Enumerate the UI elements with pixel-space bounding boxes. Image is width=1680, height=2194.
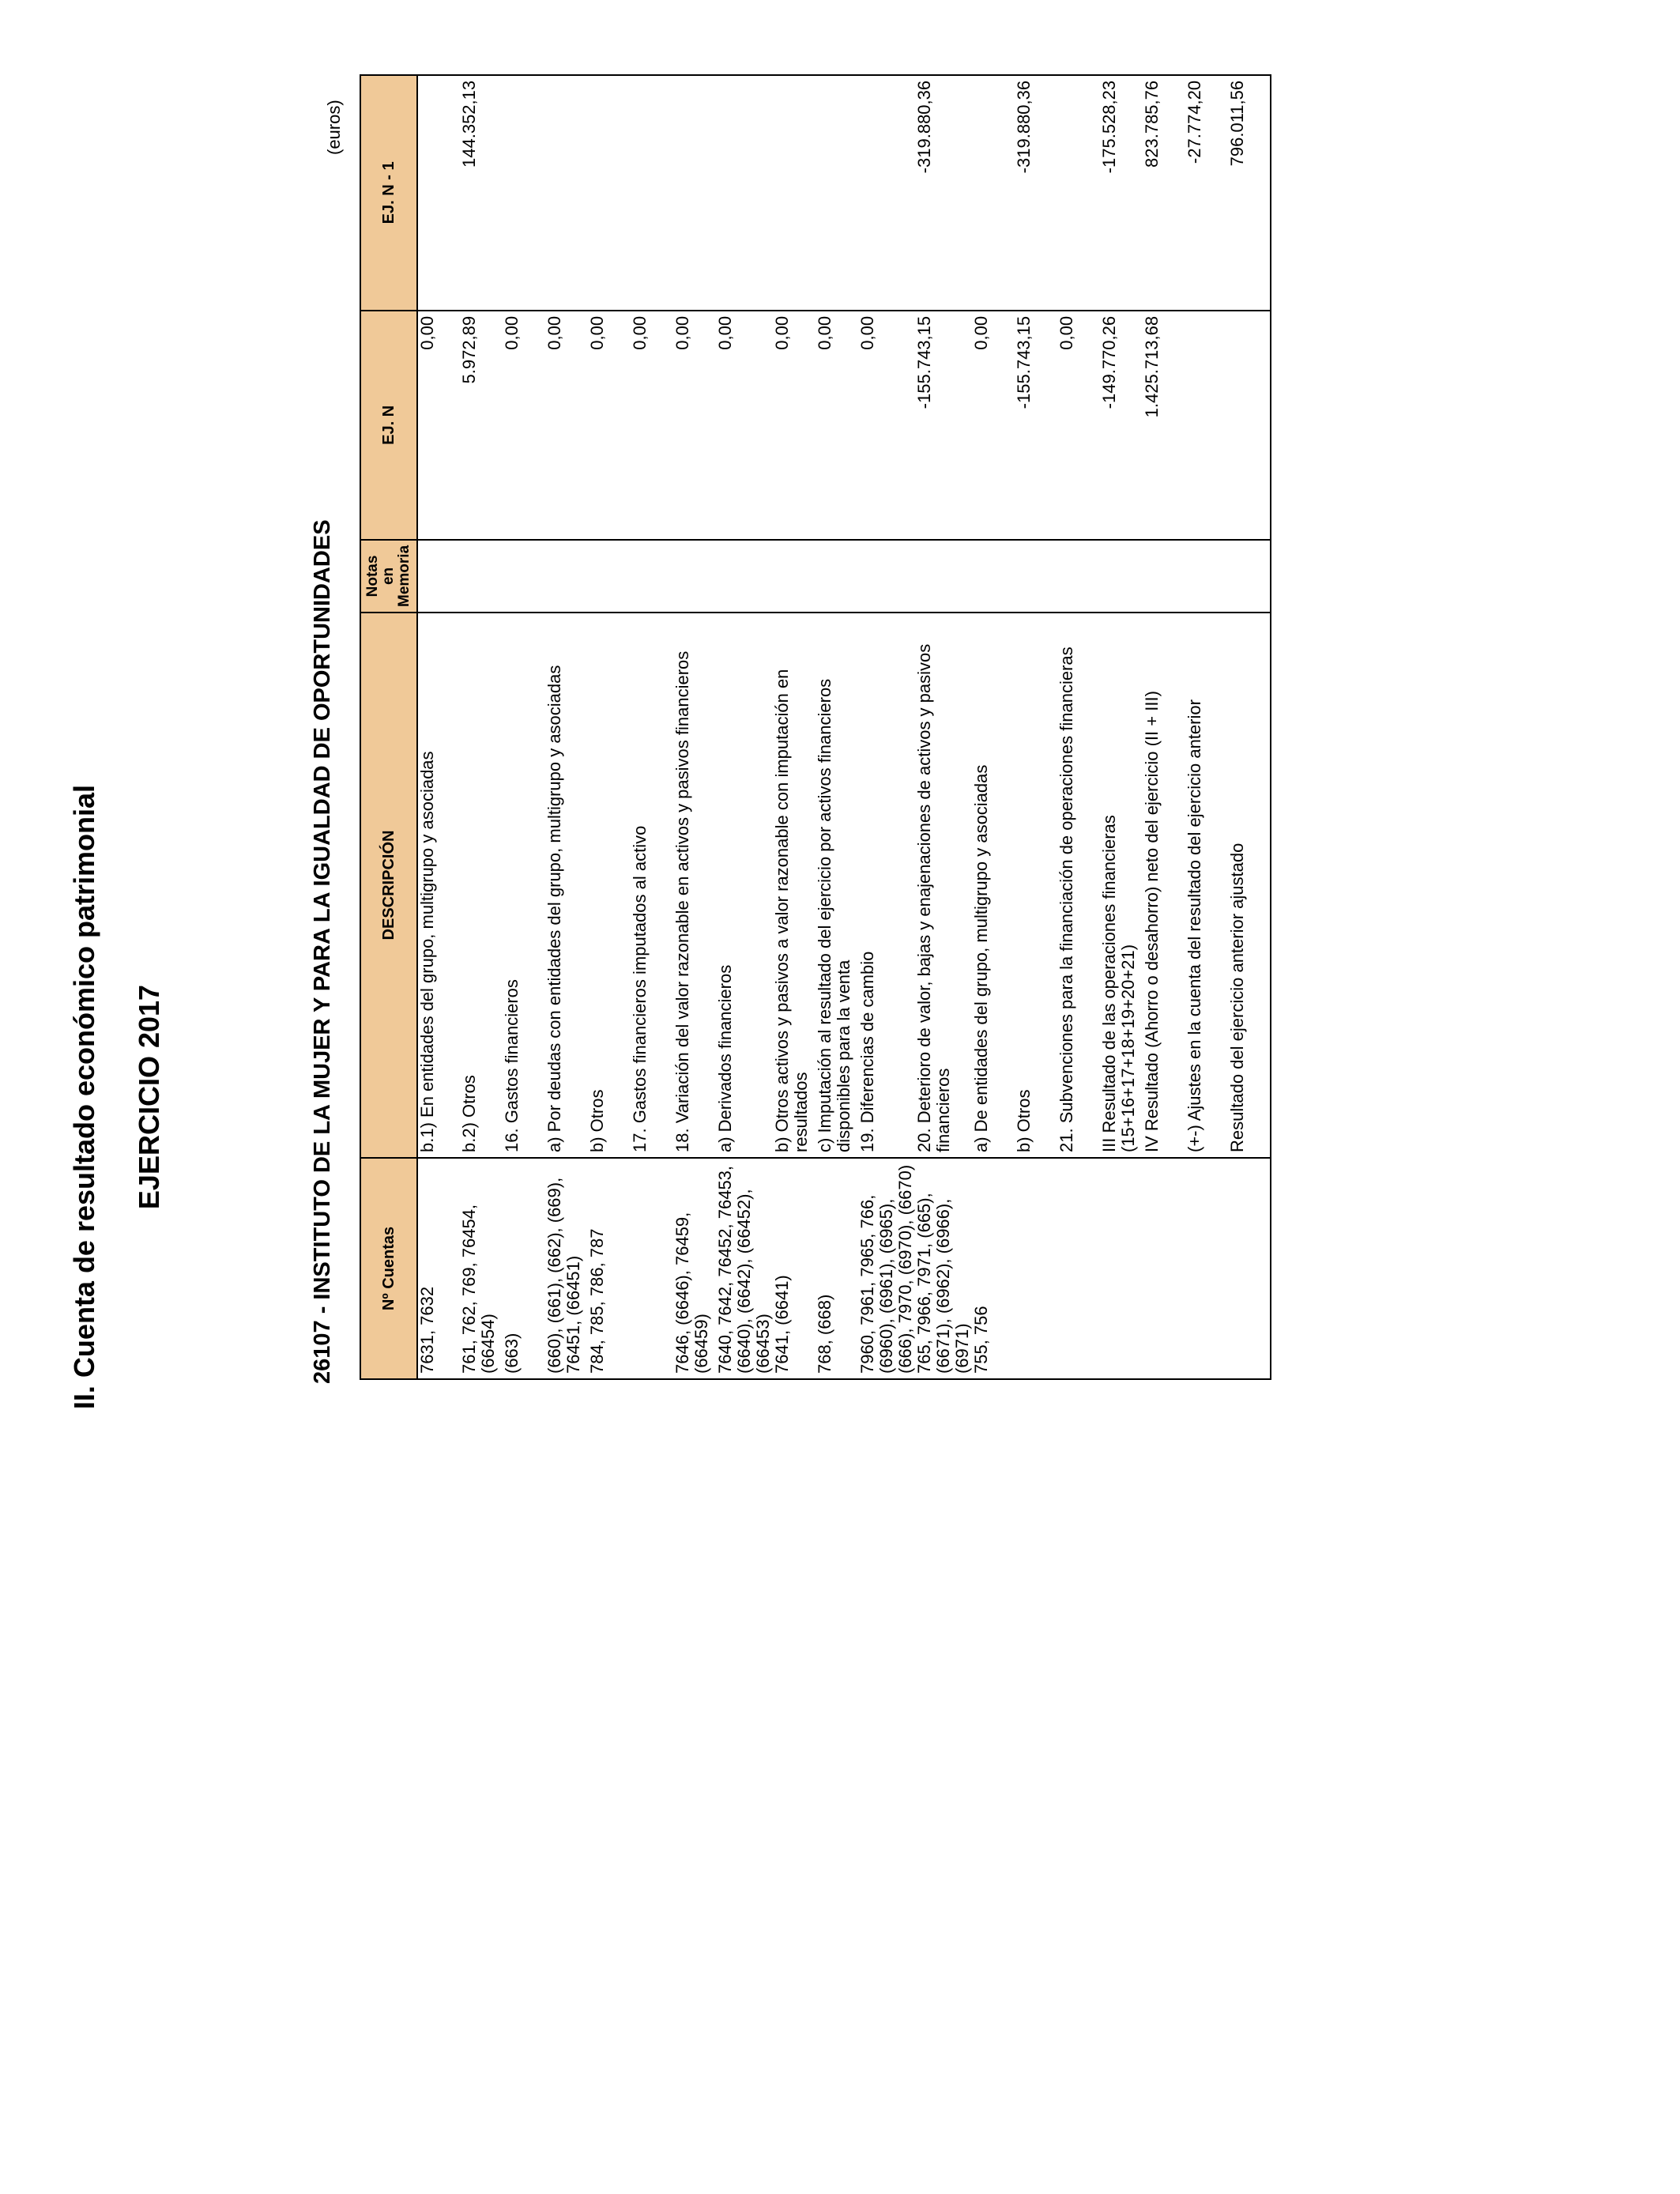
table-row xyxy=(1100,75,1143,1379)
cell-notes xyxy=(673,540,716,613)
cell-description: b) Otros activos y pasivos a valor razonable con imputación en resultados xyxy=(773,613,816,1158)
cell-accounts: 7960, 7961, 7965, 766, (6960), (6961), (6965), (666), 7970, (6970), (6670) xyxy=(858,1158,915,1379)
table-row xyxy=(460,75,503,1379)
cell-notes xyxy=(1143,540,1185,613)
table-row xyxy=(816,75,858,1379)
cell-previous: 823.785,76 xyxy=(1143,75,1185,311)
cell-notes xyxy=(716,540,773,613)
cell-description: c) Imputación al resultado del ejercicio por activos financieros disponibles para la venta xyxy=(816,613,858,1158)
cell-description: 18. Variación del valor razonable en activos y pasivos financieros xyxy=(673,613,716,1158)
cell-notes xyxy=(1228,540,1271,613)
cell-current: 0,00 xyxy=(716,311,773,540)
cell-accounts xyxy=(1015,1158,1057,1379)
cell-current: 0,00 xyxy=(972,311,1015,540)
cell-previous xyxy=(816,75,858,311)
cell-current xyxy=(1185,311,1228,540)
entity-name: 26107 - INSTITUTO DE LA MUJER Y PARA LA IGUALDAD DE OPORTUNIDADES xyxy=(310,519,335,1384)
cell-description: 16. Gastos financieros xyxy=(503,613,545,1158)
table-row xyxy=(503,75,545,1379)
col-header-description: DESCRIPCIÓN xyxy=(360,613,417,1158)
cell-notes xyxy=(588,540,631,613)
cell-description: IV Resultado (Ahorro o desahorro) neto del ejercicio (II + III) xyxy=(1143,613,1185,1158)
cell-notes xyxy=(460,540,503,613)
cell-current: -155.743,15 xyxy=(1015,311,1057,540)
cell-accounts: (660), (661), (662), (669), 76451, (66451) xyxy=(545,1158,588,1379)
cell-notes xyxy=(972,540,1015,613)
cell-accounts: 755, 756 xyxy=(972,1158,1015,1379)
col-header-current: EJ. N xyxy=(360,311,417,540)
cell-description: b) Otros xyxy=(1015,613,1057,1158)
cell-description: 19. Diferencias de cambio xyxy=(858,613,915,1158)
cell-description: a) Derivados financieros xyxy=(716,613,773,1158)
cell-previous xyxy=(972,75,1015,311)
cell-previous xyxy=(1057,75,1100,311)
result-table xyxy=(360,74,1271,1380)
cell-accounts: 7646, (6646), 76459, (66459) xyxy=(673,1158,716,1379)
cell-description: a) De entidades del grupo, multigrupo y asociadas xyxy=(972,613,1015,1158)
cell-current: 0,00 xyxy=(631,311,673,540)
cell-notes xyxy=(1100,540,1143,613)
cell-description: (+-) Ajustes en la cuenta del resultado del ejercicio anterior xyxy=(1185,613,1228,1158)
cell-accounts xyxy=(631,1158,673,1379)
cell-previous: -175.528,23 xyxy=(1100,75,1143,311)
currency-units: (euros) xyxy=(324,100,344,155)
cell-accounts: 7641, (6641) xyxy=(773,1158,816,1379)
cell-description: b) Otros xyxy=(588,613,631,1158)
cell-previous xyxy=(588,75,631,311)
cell-description: 21. Subvenciones para la financiación de operaciones financieras xyxy=(1057,613,1100,1158)
cell-current: 0,00 xyxy=(673,311,716,540)
table-row xyxy=(858,75,915,1379)
cell-description: 20. Deterioro de valor, bajas y enajenaciones de activos y pasivos financieros xyxy=(915,613,972,1158)
table-row xyxy=(716,75,773,1379)
table-row xyxy=(1228,75,1271,1379)
table-row xyxy=(588,75,631,1379)
cell-accounts: 768, (668) xyxy=(816,1158,858,1379)
cell-description: b.2) Otros xyxy=(460,613,503,1158)
cell-accounts: 7631, 7632 xyxy=(417,1158,460,1379)
cell-current: 0,00 xyxy=(1057,311,1100,540)
cell-description: 17. Gastos financieros imputados al activo xyxy=(631,613,673,1158)
cell-notes xyxy=(545,540,588,613)
cell-current: 0,00 xyxy=(858,311,915,540)
cell-previous: -319.880,36 xyxy=(1015,75,1057,311)
cell-current: -149.770,26 xyxy=(1100,311,1143,540)
cell-previous xyxy=(545,75,588,311)
cell-accounts xyxy=(1185,1158,1228,1379)
cell-notes xyxy=(858,540,915,613)
cell-previous xyxy=(673,75,716,311)
cell-previous: 144.352,13 xyxy=(460,75,503,311)
table-row xyxy=(545,75,588,1379)
cell-current: 0,00 xyxy=(545,311,588,540)
table-row xyxy=(773,75,816,1379)
cell-current xyxy=(1228,311,1271,540)
table-row xyxy=(1143,75,1185,1379)
cell-previous xyxy=(631,75,673,311)
col-header-previous: EJ. N - 1 xyxy=(360,75,417,311)
cell-accounts xyxy=(1228,1158,1271,1379)
cell-description: b.1) En entidades del grupo, multigrupo y asociadas xyxy=(417,613,460,1158)
cell-accounts: 7640, 7642, 76452, 76453, (6640), (6642), (66452), (66453) xyxy=(716,1158,773,1379)
cell-accounts: 765, 7966, 7971, (665), (6671), (6962), (6966), (6971) xyxy=(915,1158,972,1379)
cell-notes xyxy=(417,540,460,613)
table-body xyxy=(417,75,1271,1379)
cell-description: Resultado del ejercicio anterior ajustado xyxy=(1228,613,1271,1158)
cell-description: a) Por deudas con entidades del grupo, multigrupo y asociadas xyxy=(545,613,588,1158)
cell-accounts xyxy=(1100,1158,1143,1379)
col-header-notes: Notas en Memoria xyxy=(360,540,417,613)
cell-notes xyxy=(915,540,972,613)
table-row xyxy=(1057,75,1100,1379)
cell-notes xyxy=(1057,540,1100,613)
cell-current: 0,00 xyxy=(503,311,545,540)
cell-accounts: (663) xyxy=(503,1158,545,1379)
table-row xyxy=(915,75,972,1379)
cell-notes xyxy=(1015,540,1057,613)
table-header-row xyxy=(360,75,417,1379)
cell-previous: -27.774,20 xyxy=(1185,75,1228,311)
cell-description: III Resultado de las operaciones financieras (15+16+17+18+19+20+21) xyxy=(1100,613,1143,1158)
cell-previous xyxy=(773,75,816,311)
cell-current: -155.743,15 xyxy=(915,311,972,540)
cell-current: 0,00 xyxy=(816,311,858,540)
table-row xyxy=(1185,75,1228,1379)
report-title: II. Cuenta de resultado económico patrimonial xyxy=(68,784,100,1410)
cell-current: 0,00 xyxy=(417,311,460,540)
table-row xyxy=(417,75,460,1379)
cell-accounts: 784, 785, 786, 787 xyxy=(588,1158,631,1379)
cell-notes xyxy=(816,540,858,613)
cell-notes xyxy=(503,540,545,613)
cell-current: 0,00 xyxy=(588,311,631,540)
cell-accounts xyxy=(1143,1158,1185,1379)
cell-previous xyxy=(417,75,460,311)
cell-current: 1.425.713,68 xyxy=(1143,311,1185,540)
cell-current: 0,00 xyxy=(773,311,816,540)
cell-accounts: 761, 762, 769, 76454, (66454) xyxy=(460,1158,503,1379)
cell-accounts xyxy=(1057,1158,1100,1379)
table-row xyxy=(631,75,673,1379)
table-row xyxy=(1015,75,1057,1379)
col-header-accounts: Nº Cuentas xyxy=(360,1158,417,1379)
cell-current: 5.972,89 xyxy=(460,311,503,540)
cell-notes xyxy=(631,540,673,613)
cell-previous xyxy=(503,75,545,311)
table-row xyxy=(972,75,1015,1379)
cell-notes xyxy=(773,540,816,613)
cell-previous xyxy=(858,75,915,311)
cell-previous xyxy=(716,75,773,311)
table-row xyxy=(673,75,716,1379)
cell-previous: -319.880,36 xyxy=(915,75,972,311)
cell-notes xyxy=(1185,540,1228,613)
exercise-title: EJERCICIO 2017 xyxy=(133,984,165,1210)
cell-previous: 796.011,56 xyxy=(1228,75,1271,311)
